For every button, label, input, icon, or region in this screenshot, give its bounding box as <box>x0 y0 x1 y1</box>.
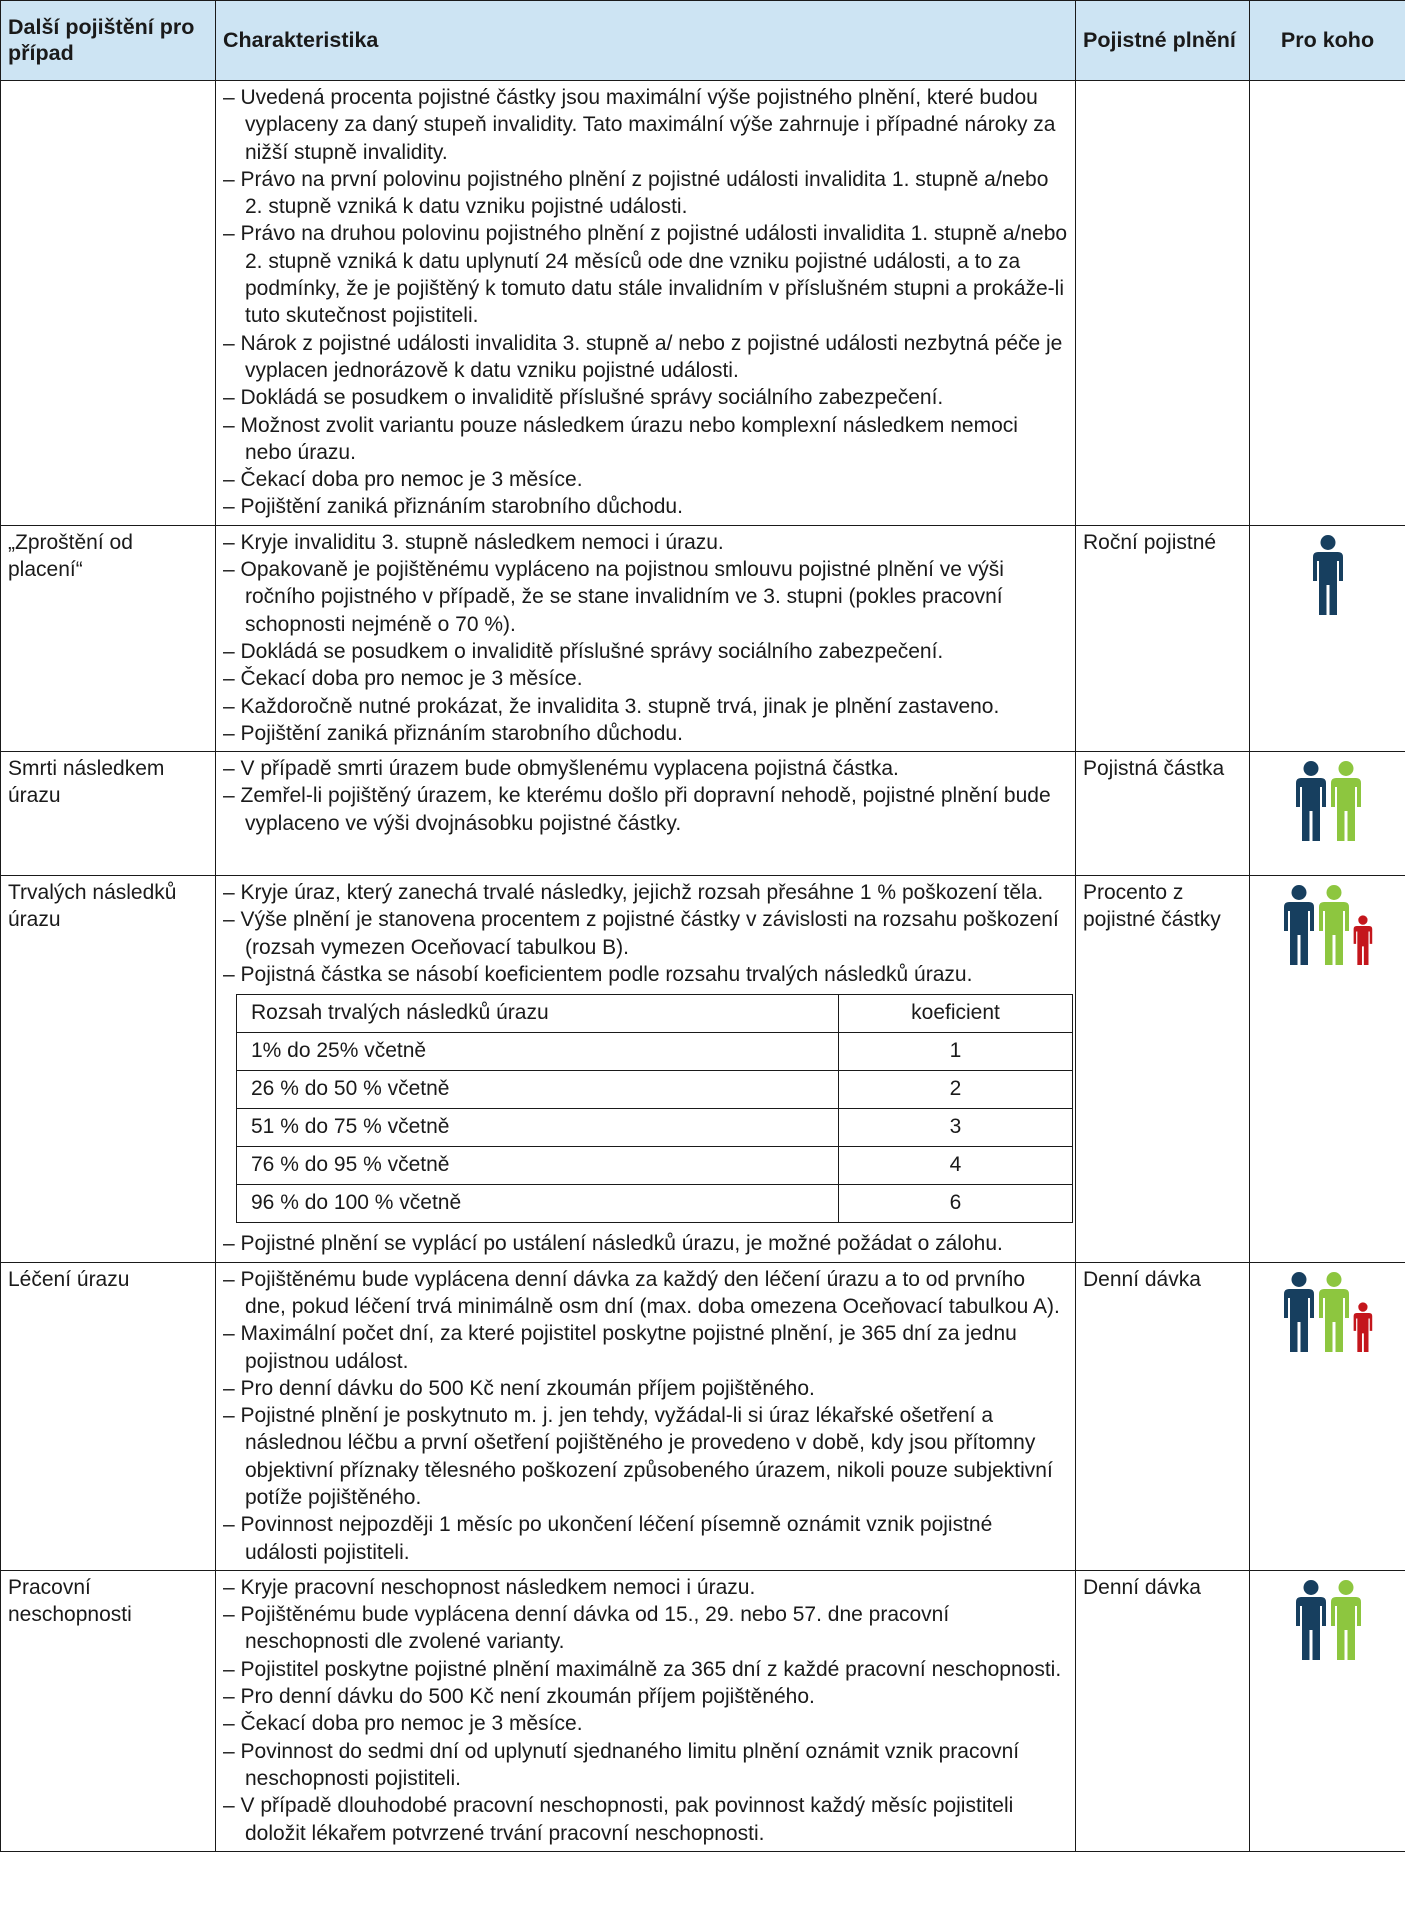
insurance-type: „Zproštění od placení“ <box>1 525 216 751</box>
characteristic-item: – Dokládá se posudkem o invaliditě příslušné správy sociálního zabezpečení. <box>223 386 944 410</box>
characteristic-item: – Pojištěnému bude vyplácena denní dávka od 15., 29. nebo 57. dne pracovní neschopnosti dle zvolené varianty. <box>223 1603 950 1654</box>
benefit-type <box>1076 81 1250 526</box>
characteristic-item: – Uvedená procenta pojistné částky jsou maximální výše pojistného plnění, které budou vyplaceny za daný stupeň invalidity. Tato maximální výše zahrnuje i případné nároky za nižší stupně invalidity. <box>223 86 1056 164</box>
characteristic-item: – Každoročně nutné prokázat, že invalidita 3. stupně trvá, jinak je plnění zastaveno. <box>223 694 1000 718</box>
coefficient-value: 2 <box>839 1071 1073 1109</box>
people-icon-group <box>1283 885 1373 965</box>
characteristic-cell <box>216 525 1076 751</box>
coefficient-row <box>237 1109 1073 1147</box>
insurance-type: Smrti následkem úrazu <box>1 752 216 876</box>
people-icons <box>1257 755 1398 871</box>
characteristic-item: – Kryje úraz, který zanechá trvalé následky, jejichž rozsah přesáhne 1 % poškození těla. <box>223 881 1044 905</box>
coefficient-value: 3 <box>839 1109 1073 1147</box>
characteristic-item: – Opakovaně je pojištěnému vypláceno na pojistnou smlouvu pojistné plnění ve výši ročního pojistného v případě, že se stane invalidním ve 3. stupni (pokles pracovní schopnosti nejméně o 70 %). <box>223 558 1004 636</box>
for-whom-cell <box>1250 81 1405 526</box>
characteristic-item: – Zemřel-li pojištěný úrazem, ke kterému došlo při dopravní nehodě, pojistné plnění bude vyplaceno ve výši dvojnásobku pojistné částky. <box>223 784 1051 835</box>
people-icons <box>1257 529 1398 645</box>
characteristic-cell <box>216 81 1076 526</box>
characteristic-item: – Pojištění zaniká přiznáním starobního důchodu. <box>223 721 683 745</box>
coefficient-row <box>237 1033 1073 1071</box>
people-icons <box>1257 879 1398 995</box>
characteristic-item: – Pojištění zaniká přiznáním starobního důchodu. <box>223 495 683 519</box>
characteristic-item: – Dokládá se posudkem o invaliditě příslušné správy sociálního zabezpečení. <box>223 639 944 663</box>
insurance-type: Léčení úrazu <box>1 1262 216 1570</box>
for-whom-cell <box>1250 876 1405 1262</box>
characteristic-item: – Pojistné plnění se vyplácí po ustálení následků úrazu, je možné požádat o zálohu. <box>223 1232 1003 1256</box>
header-row <box>1 1 1405 81</box>
characteristic-item: – Kryje invaliditu 3. stupně následkem nemoci i úrazu. <box>223 530 724 554</box>
coefficient-row <box>237 1071 1073 1109</box>
characteristic-item: – Čekací doba pro nemoc je 3 měsíce. <box>223 468 583 492</box>
coefficient-range: 76 % do 95 % včetně <box>237 1147 839 1185</box>
coefficient-value: 4 <box>839 1147 1073 1185</box>
people-icon-group <box>1283 1272 1373 1352</box>
characteristic-item: – Pojištěnému bude vyplácena denní dávka za každý den léčení úrazu a to od prvního dne, pokud léčení trvá minimálně osm dní (max. doba omezena Oceňovací tabulkou A). <box>223 1267 1060 1318</box>
coefficient-value-header: koeficient <box>839 995 1073 1033</box>
table-row <box>1 1570 1405 1851</box>
table-row <box>1 1262 1405 1570</box>
insurance-type: Pracovní neschopnosti <box>1 1570 216 1851</box>
table-row <box>1 876 1405 1262</box>
partner-figure-icon <box>1319 1272 1349 1352</box>
coefficient-range: 96 % do 100 % včetně <box>237 1185 839 1223</box>
people-icons <box>1257 1574 1398 1690</box>
characteristic-cell <box>216 1570 1076 1851</box>
characteristic-item: – Výše plnění je stanovena procentem z pojistné částky v závislosti na rozsahu poškození (rozsah vymezen Oceňovací tabulkou B). <box>223 908 1059 959</box>
for-whom-cell <box>1250 525 1405 751</box>
partner-figure-icon <box>1331 761 1361 841</box>
characteristic-cell <box>216 1262 1076 1570</box>
benefit-type: Denní dávka <box>1076 1262 1250 1570</box>
table-row <box>1 81 1405 526</box>
coefficient-row <box>237 1147 1073 1185</box>
for-whom-cell <box>1250 1262 1405 1570</box>
table-row <box>1 525 1405 751</box>
coefficient-value: 6 <box>839 1185 1073 1223</box>
characteristic-item: – Právo na první polovinu pojistného plnění z pojistné události invalidita 1. stupně a/nebo 2. stupně vzniká k datu vzniku pojistné události. <box>223 167 1049 219</box>
characteristic-cell <box>216 752 1076 876</box>
adult-figure-icon <box>1296 761 1326 841</box>
people-icon-group <box>1295 1580 1361 1660</box>
coefficient-row <box>237 1185 1073 1223</box>
characteristic-item: – Maximální počet dní, za které pojistitel poskytne pojistné plnění, je 365 dní za jednu pojistnou událost. <box>223 1322 1017 1373</box>
people-icon-group <box>1295 761 1361 841</box>
adult-figure-icon <box>1313 535 1343 615</box>
adult-figure-icon <box>1284 885 1314 965</box>
coefficient-range: 1% do 25% včetně <box>237 1033 839 1071</box>
adult-figure-icon <box>1284 1272 1314 1352</box>
partner-figure-icon <box>1319 885 1349 965</box>
coefficient-value: 1 <box>839 1033 1073 1071</box>
for-whom-cell <box>1250 1570 1405 1851</box>
table-row <box>1 752 1405 876</box>
header-type: Další pojištění pro případ <box>1 1 216 81</box>
characteristic-item: – V případě smrti úrazem bude obmyšlenému vyplacena pojistná částka. <box>223 757 899 781</box>
characteristic-item: – Povinnost nejpozději 1 měsíc po ukončení léčení písemně oznámit vznik pojistné události pojistiteli. <box>223 1513 993 1564</box>
coefficient-range: 51 % do 75 % včetně <box>237 1109 839 1147</box>
header-characteristic: Charakteristika <box>216 1 1076 81</box>
characteristic-item: – Čekací doba pro nemoc je 3 měsíce. <box>223 667 583 691</box>
characteristic-item: – V případě dlouhodobé pracovní neschopnosti, pak povinnost každý měsíc pojistiteli doložit lékařem potvrzené trvání pracovní neschopnosti. <box>223 1794 1014 1845</box>
people-icon-group <box>1312 535 1343 615</box>
benefit-type: Roční pojistné <box>1076 525 1250 751</box>
benefit-type: Denní dávka <box>1076 1570 1250 1851</box>
child-figure-icon <box>1353 1302 1372 1352</box>
characteristic-item: – Povinnost do sedmi dní od uplynutí sjednaného limitu plnění oznámit vznik pracovní neschopnosti pojistiteli. <box>223 1739 1020 1790</box>
characteristic-item: – Pro denní dávku do 500 Kč není zkoumán příjem pojištěného. <box>223 1685 815 1709</box>
characteristic-cell <box>216 876 1076 1262</box>
characteristic-item: – Právo na druhou polovinu pojistného plnění z pojistné události invalidita 1. stupně a/nebo 2. stupně vzniká k datu uplynutí 24 měsíců ode dne vzniku pojistné události, a to za podmínky, že je pojištěný k tomuto datu stále invalidním v příslušném stupni a prokáže-li tuto skutečnost pojistiteli. <box>223 222 1068 328</box>
child-figure-icon <box>1353 916 1372 966</box>
partner-figure-icon <box>1331 1580 1361 1660</box>
characteristic-item: – Kryje pracovní neschopnost následkem nemoci i úrazu. <box>223 1575 756 1599</box>
coefficient-range-header: Rozsah trvalých následků úrazu <box>237 995 839 1033</box>
benefit-type: Procento z pojistné částky <box>1076 876 1250 1262</box>
characteristic-item: – Pojistné plnění je poskytnuto m. j. jen tehdy, vyžádal-li si úraz lékařské ošetření a následnou léčbu a první ošetření pojištěného je provedeno v době, kdy jsou přítomny objektivní příznaky tělesného poškození způsobeného úrazem, nikoli pouze subjektivní potíže pojištěného. <box>223 1404 1053 1509</box>
coefficient-range: 26 % do 50 % včetně <box>237 1071 839 1109</box>
characteristic-item: – Čekací doba pro nemoc je 3 měsíce. <box>223 1712 583 1736</box>
characteristic-item: – Pojistná částka se násobí koeficientem podle rozsahu trvalých následků úrazu. <box>223 963 973 987</box>
characteristic-item: – Pro denní dávku do 500 Kč není zkoumán příjem pojištěného. <box>223 1376 815 1400</box>
benefit-type: Pojistná částka <box>1076 752 1250 876</box>
header-for-whom: Pro koho <box>1250 1 1405 81</box>
for-whom-cell <box>1250 752 1405 876</box>
characteristic-item: – Možnost zvolit variantu pouze následkem úrazu nebo komplexní následkem nemoci nebo úrazu. <box>223 413 1018 464</box>
insurance-type: Trvalých následků úrazu <box>1 876 216 1262</box>
header-benefit: Pojistné plnění <box>1076 1 1250 81</box>
coefficient-table-header <box>237 995 1073 1033</box>
adult-figure-icon <box>1296 1580 1326 1660</box>
people-icons <box>1257 1266 1398 1382</box>
insurance-type <box>1 81 216 526</box>
coefficient-table <box>236 994 1073 1223</box>
characteristic-item: – Pojistitel poskytne pojistné plnění maximálně za 365 dní z každé pracovní neschopnosti. <box>223 1657 1062 1681</box>
characteristic-item: – Nárok z pojistné události invalidita 3. stupně a/ nebo z pojistné události nezbytná péče je vyplacen jednorázově k datu vzniku pojistné události. <box>223 331 1063 382</box>
